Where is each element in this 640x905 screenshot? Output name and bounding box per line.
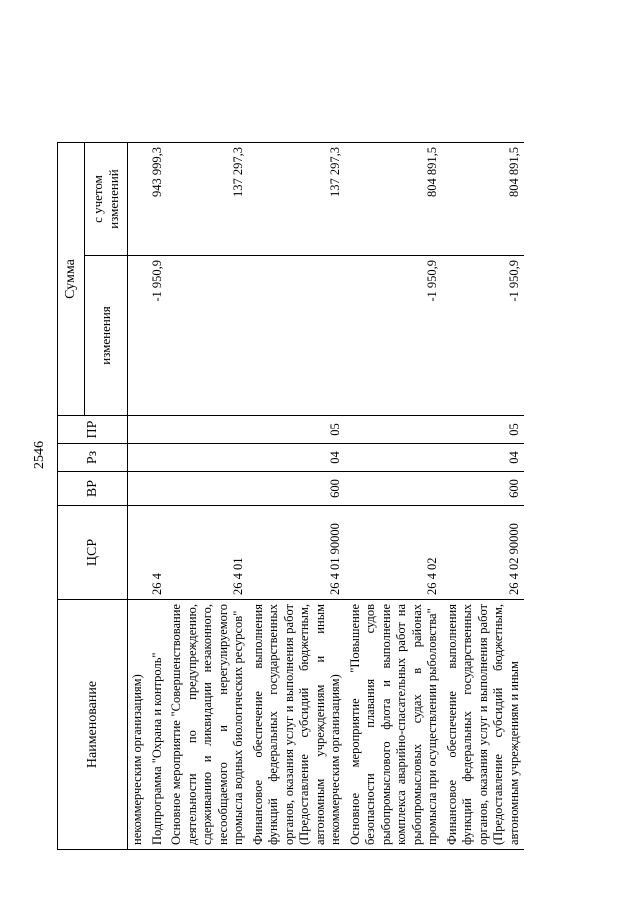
cell-name: Финансовое обеспечение выполнения функций федеральных государственных органов, оказания услуг и выполнения работ (Предоставление субсидий бюджетным, автономным учреждениям и иным некоммерческим организациям) — [249, 600, 346, 850]
cell-vr: 600 — [443, 472, 525, 506]
cell-vr — [346, 472, 443, 506]
cell-changes — [249, 256, 346, 416]
header-pr: ПР — [58, 416, 128, 444]
header-csr: ЦСР — [58, 506, 128, 600]
header-changes: изменения — [85, 256, 128, 416]
table-row — [167, 143, 249, 850]
page-number: 2546 — [32, 441, 47, 469]
header-sum: Сумма — [58, 143, 85, 416]
cell-csr: 26 4 02 90000 — [443, 506, 525, 600]
cell-pr: 05 — [249, 416, 346, 444]
cell-pr — [167, 416, 249, 444]
cell-csr: 26 4 01 90000 — [249, 506, 346, 600]
cell-csr: 26 4 — [148, 506, 168, 600]
cell-changes — [128, 256, 148, 416]
cell-pr: 05 — [443, 416, 525, 444]
cell-vr — [128, 472, 148, 506]
table-row — [443, 143, 525, 850]
cell-vr — [148, 472, 168, 506]
cell-csr: 26 4 02 — [346, 506, 443, 600]
table-row — [346, 143, 443, 850]
cell-pr — [346, 416, 443, 444]
table-row — [128, 143, 148, 850]
cell-rz — [346, 444, 443, 472]
cell-total: 943 999,3 — [148, 143, 168, 256]
cell-rz: 04 — [443, 444, 525, 472]
cell-changes: -1 950,9 — [443, 256, 525, 416]
cell-name: Основное мероприятие "Повышение безопасности плавания судов рыбопромыслового флота и выполнение комплекса аварийно-спасательных работ на рыбопромысловых судах в районах промысла при осуществлении рыболовства" — [346, 600, 443, 850]
budget-table — [57, 142, 524, 850]
cell-pr — [128, 416, 148, 444]
cell-changes: -1 950,9 — [346, 256, 443, 416]
header-name: Наименование — [58, 600, 128, 850]
cell-changes: -1 950,9 — [148, 256, 168, 416]
header-vr: ВР — [58, 472, 128, 506]
cell-pr — [148, 416, 168, 444]
header-rz: Рз — [58, 444, 128, 472]
cell-name: Основное мероприятие "Совершенствование деятельности по предупреждению, сдерживанию и ликвидации незаконного, несообщаемого и нерегулируемого промысла водных биологических ресурсов" — [167, 600, 249, 850]
cell-rz — [167, 444, 249, 472]
cell-vr: 600 — [249, 472, 346, 506]
cell-total — [128, 143, 148, 256]
cell-total: 804 891,5 — [443, 143, 525, 256]
cell-name: некоммерческим организациям) — [128, 600, 148, 850]
cell-total: 137 297,3 — [167, 143, 249, 256]
cell-rz — [128, 444, 148, 472]
cell-total: 804 891,5 — [346, 143, 443, 256]
cell-csr — [128, 506, 148, 600]
cell-changes — [167, 256, 249, 416]
table-row — [249, 143, 346, 850]
cell-rz — [148, 444, 168, 472]
cell-total: 137 297,3 — [249, 143, 346, 256]
cell-name: Финансовое обеспечение выполнения функций федеральных государственных органов, оказания услуг и выполнения работ (Предоставление субсидий бюджетным, автономным учреждениям и иным — [443, 600, 525, 850]
cell-csr: 26 4 01 — [167, 506, 249, 600]
cell-rz: 04 — [249, 444, 346, 472]
cell-vr — [167, 472, 249, 506]
table-row — [148, 143, 168, 850]
cell-name: Подпрограмма "Охрана и контроль" — [148, 600, 168, 850]
header-with-changes: с учетом изменений — [85, 143, 128, 256]
